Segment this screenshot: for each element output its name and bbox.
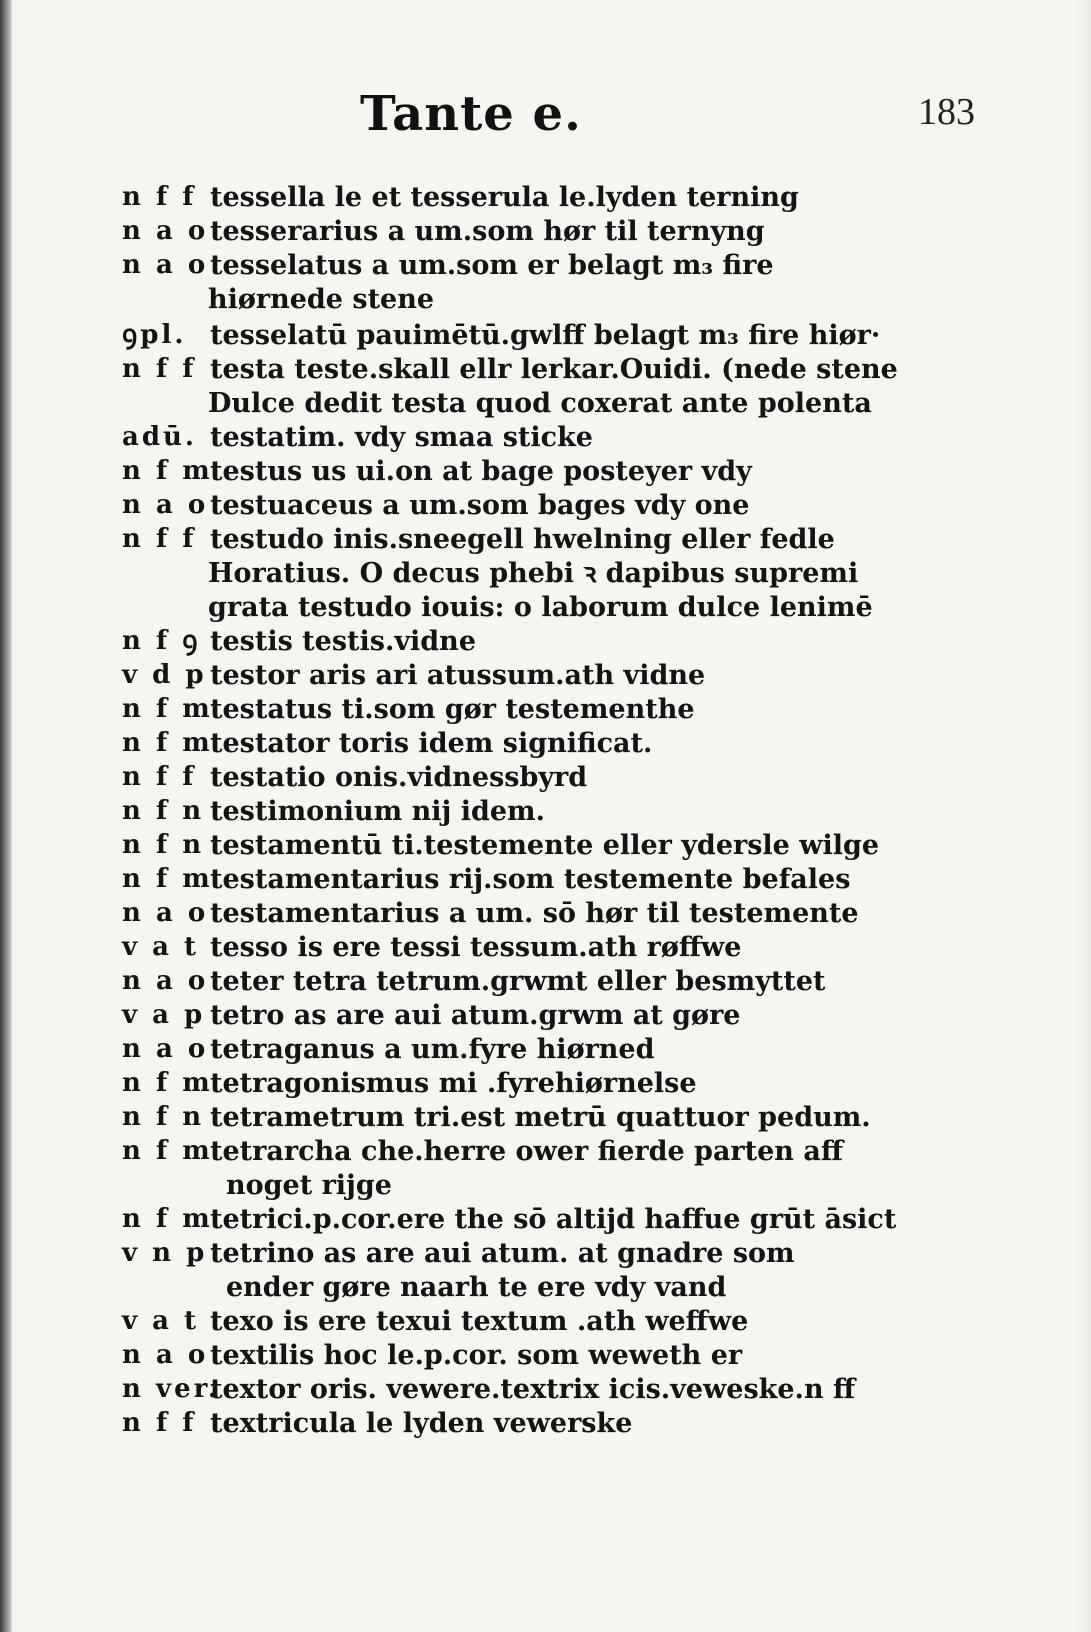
dictionary-entry — [0, 318, 1091, 353]
grammar-tag: n f n — [122, 1102, 205, 1132]
entry-text: testatio onis.vidnessbyrd — [210, 762, 588, 793]
entry-text: hiørnede stene — [208, 284, 435, 315]
entry-text: texo is ere texui textum .ath weffwe — [210, 1306, 749, 1337]
dictionary-entry — [0, 248, 1091, 283]
grammar-tag: n f n — [122, 830, 205, 860]
dictionary-entry — [0, 794, 1091, 829]
entry-text: tetraganus a um.fyre hiørned — [210, 1034, 655, 1065]
entry-text: testor aris ari atussum.ath vidne — [210, 660, 706, 691]
entry-text: teter tetra tetrum.grwmt eller besmyttet — [210, 966, 826, 997]
entry-text: tessella le et tesserula le.lyden terning — [210, 182, 799, 213]
grammar-tag: n f m — [122, 1068, 213, 1098]
dictionary-entry — [0, 1304, 1091, 1339]
entry-text: textricula le lyden vewerske — [210, 1408, 633, 1439]
dictionary-entry — [0, 214, 1091, 249]
grammar-tag: n a o — [122, 898, 209, 928]
entry-text: tetrametrum tri.est metrū quattuor pedum. — [210, 1102, 871, 1133]
entry-text: tetragonismus mi .fyrehiørnelse — [210, 1068, 697, 1099]
grammar-tag: n a o — [122, 966, 209, 996]
dictionary-entry — [0, 760, 1091, 795]
entry-text: testator toris idem significat. — [210, 728, 653, 759]
dictionary-entry — [0, 1134, 1091, 1169]
entry-text: tetrici.p.cor.ere the sō altijd haffue grūt āsict — [210, 1204, 897, 1235]
grammar-tag: v a t — [122, 1306, 200, 1336]
entry-text: tesselatus a um.som er belagt m₃ fire — [210, 250, 774, 281]
dictionary-entry — [0, 1202, 1091, 1237]
entry-continuation — [0, 1168, 1091, 1203]
entry-text: testuaceus a um.som bages vdy one — [210, 490, 750, 521]
grammar-tag: n f f — [122, 524, 197, 554]
entry-text: testus us ui.on at bage posteyer vdy — [210, 456, 752, 487]
entry-text: testudo inis.sneegell hwelning eller fedle — [210, 524, 835, 555]
entry-continuation — [0, 590, 1091, 625]
grammar-tag: n a o — [122, 250, 209, 280]
entry-text: Horatius. O decus phebi ꝛ dapibus supremi — [208, 558, 859, 589]
entry-text: noget rijge — [226, 1170, 392, 1201]
grammar-tag: ꝯpl. — [122, 320, 187, 350]
dictionary-entry — [0, 828, 1091, 863]
dictionary-entry — [0, 726, 1091, 761]
dictionary-entry — [0, 1032, 1091, 1067]
grammar-tag: n f m — [122, 456, 213, 486]
entry-text: tesserarius a um.som hør til ternyng — [210, 216, 765, 247]
entry-text: testamentū ti.testemente eller ydersle wilge — [210, 830, 880, 861]
grammar-tag: v n p — [122, 1238, 208, 1268]
dictionary-entry — [0, 624, 1091, 659]
grammar-tag: n a o — [122, 1340, 209, 1370]
dictionary-entry — [0, 1406, 1091, 1441]
dictionary-entry — [0, 1372, 1091, 1407]
entry-text: testatus ti.som gør testementhe — [210, 694, 695, 725]
entry-text: Dulce dedit testa quod coxerat ante polenta — [208, 388, 872, 419]
dictionary-entry — [0, 180, 1091, 215]
entry-continuation — [0, 1270, 1091, 1305]
grammar-tag: adū. — [122, 422, 197, 452]
dictionary-entry — [0, 998, 1091, 1033]
entry-continuation — [0, 282, 1091, 317]
dictionary-entry — [0, 930, 1091, 965]
dictionary-entry — [0, 1338, 1091, 1373]
dictionary-entry — [0, 352, 1091, 387]
entry-text: tetro as are aui atum.grwm at gøre — [210, 1000, 741, 1031]
grammar-tag: n a o — [122, 1034, 209, 1064]
dictionary-entry — [0, 658, 1091, 693]
dictionary-entry — [0, 1066, 1091, 1101]
grammar-tag: n ver. — [122, 1374, 220, 1404]
grammar-tag: n a o — [122, 490, 209, 520]
grammar-tag: n f m — [122, 1136, 213, 1166]
entry-text: testatim. vdy smaa sticke — [210, 422, 593, 453]
dictionary-entry — [0, 420, 1091, 455]
grammar-tag: n f ꝯ — [122, 626, 201, 656]
page-heading: Tante e. — [360, 86, 582, 142]
entry-text: tesso is ere tessi tessum.ath røffwe — [210, 932, 742, 963]
dictionary-entry — [0, 1100, 1091, 1135]
entry-text: tetrarcha che.herre ower fierde parten aff — [210, 1136, 843, 1167]
dictionary-entry — [0, 454, 1091, 489]
dictionary-entry — [0, 964, 1091, 999]
grammar-tag: v a p — [122, 1000, 206, 1030]
grammar-tag: n f m — [122, 694, 213, 724]
grammar-tag: n f m — [122, 1204, 213, 1234]
grammar-tag: n f n — [122, 796, 205, 826]
entry-text: textor oris. vewere.textrix icis.veweske.n ff — [210, 1374, 856, 1405]
grammar-tag: n f f — [122, 1408, 197, 1438]
entry-text: tetrino as are aui atum. at gnadre som — [210, 1238, 795, 1269]
dictionary-entry — [0, 488, 1091, 523]
entry-continuation — [0, 556, 1091, 591]
dictionary-entry — [0, 1236, 1091, 1271]
entry-text: testimonium nij idem. — [210, 796, 545, 827]
grammar-tag: n f f — [122, 182, 197, 212]
grammar-tag: v a t — [122, 932, 200, 962]
grammar-tag: v d p — [122, 660, 207, 690]
entry-text: testamentarius rij.som testemente befales — [210, 864, 851, 895]
grammar-tag: n f f — [122, 354, 197, 384]
dictionary-entry — [0, 896, 1091, 931]
grammar-tag: n f m — [122, 728, 213, 758]
page-number: 183 — [918, 91, 975, 133]
entry-text: grata testudo iouis: o laborum dulce lenimē — [208, 592, 873, 623]
grammar-tag: n f m — [122, 864, 213, 894]
grammar-tag: n a o — [122, 216, 209, 246]
dictionary-entry — [0, 862, 1091, 897]
entry-continuation — [0, 386, 1091, 421]
entry-text: ender gøre naarh te ere vdy vand — [226, 1272, 727, 1303]
dictionary-entry — [0, 522, 1091, 557]
entry-text: testis testis.vidne — [210, 626, 476, 657]
dictionary-entry — [0, 692, 1091, 727]
entry-text: tesselatū pauimētū.gwlff belagt m₃ fire hiør· — [210, 320, 881, 351]
entry-text: textilis hoc le.p.cor. som weweth er — [210, 1340, 743, 1371]
entry-text: testa teste.skall ellr lerkar.Ouidi. (nede stene — [210, 354, 898, 385]
grammar-tag: n f f — [122, 762, 197, 792]
entry-text: testamentarius a um. sō hør til testemente — [210, 898, 859, 929]
